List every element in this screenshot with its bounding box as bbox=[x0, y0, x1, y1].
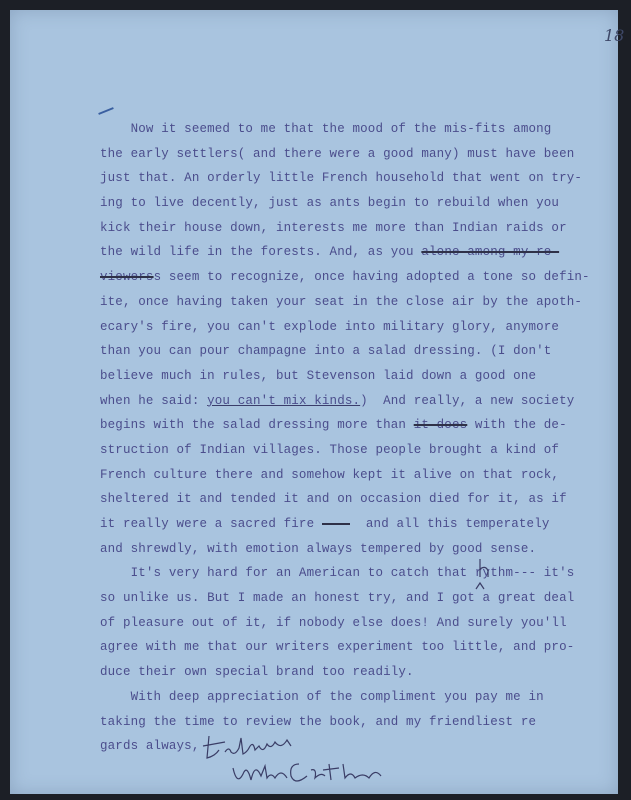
text-line: With deep appreciation of the compliment you pay me in bbox=[100, 689, 544, 704]
letter-body bbox=[100, 117, 590, 759]
page-number: 18 bbox=[604, 26, 625, 45]
text-segment: s seem to recognize, once having adopted a tone so defin- bbox=[153, 270, 590, 285]
text-line: Now it seemed to me that the mood of the mis-fits among bbox=[100, 122, 552, 136]
letter-page bbox=[10, 10, 625, 794]
text-line: French culture there and somehow kept it alive on that rock, bbox=[100, 467, 560, 482]
text-line bbox=[100, 512, 570, 537]
text-line: ite, once having taken your seat in the close air by the apoth- bbox=[100, 294, 583, 309]
text-line: ecary's fire, you can't explode into military glory, anymore bbox=[100, 319, 560, 334]
text-line: and shrewdly, with emotion always tempered by good sense. bbox=[100, 541, 537, 556]
text-line: sheltered it and tended it and on occasion died for it, as if bbox=[100, 492, 567, 507]
handwritten-insertion bbox=[470, 555, 500, 595]
text-line: agree with me that our writers experiment too little, and pro- bbox=[100, 640, 575, 655]
text-line: than you can pour champagne into a salad dressing. (I don't bbox=[100, 344, 552, 359]
handwritten-signature bbox=[195, 728, 405, 790]
text-line: believe much in rules, but Stevenson laid down a good one bbox=[100, 368, 537, 383]
struck-text: alone among my re- bbox=[421, 245, 560, 260]
text-line bbox=[100, 265, 590, 290]
text-line: taking the time to review the book, and my friendliest re bbox=[100, 714, 537, 729]
text-segment: when he said: bbox=[100, 393, 208, 408]
text-segment: and all this temperately bbox=[358, 517, 550, 531]
text-line bbox=[100, 413, 570, 438]
text-segment: it really were a sacred fire bbox=[100, 517, 315, 531]
text-line: just that. An orderly little French household that went on try- bbox=[100, 171, 583, 186]
text-segment: the wild life in the forests. And, as you bbox=[100, 245, 422, 260]
text-line: ing to live decently, just as ants begin to rebuild when you bbox=[100, 196, 560, 211]
text-line bbox=[100, 389, 575, 414]
text-line: duce their own special brand too readily. bbox=[100, 665, 414, 680]
text-line: the early settlers( and there were a good many) must have been bbox=[100, 146, 575, 161]
struck-text: viewers bbox=[100, 270, 154, 285]
text-line: struction of Indian villages. Those people brought a kind of bbox=[100, 442, 560, 457]
text-segment: ) And really, a new society bbox=[360, 393, 575, 408]
text-line: of pleasure out of it, if nobody else does! And surely you'll bbox=[100, 615, 567, 630]
text-line: kick their house down, interests me more than Indian raids or bbox=[100, 220, 567, 235]
text-segment: begins with the salad dressing more than bbox=[100, 418, 414, 433]
handwritten-dash bbox=[322, 523, 350, 525]
margin-mark bbox=[98, 107, 114, 115]
struck-text: it does bbox=[413, 418, 468, 433]
text-segment: with the de- bbox=[467, 418, 567, 433]
text-line bbox=[100, 240, 570, 265]
text-line: It's very hard for an American to catch that rythm--- it's bbox=[100, 566, 575, 581]
underlined-quote: you can't mix kinds. bbox=[207, 393, 361, 408]
text-line: so unlike us. But I made an honest try, and I got a great deal bbox=[100, 591, 575, 606]
text-line: gards always, bbox=[100, 739, 200, 754]
